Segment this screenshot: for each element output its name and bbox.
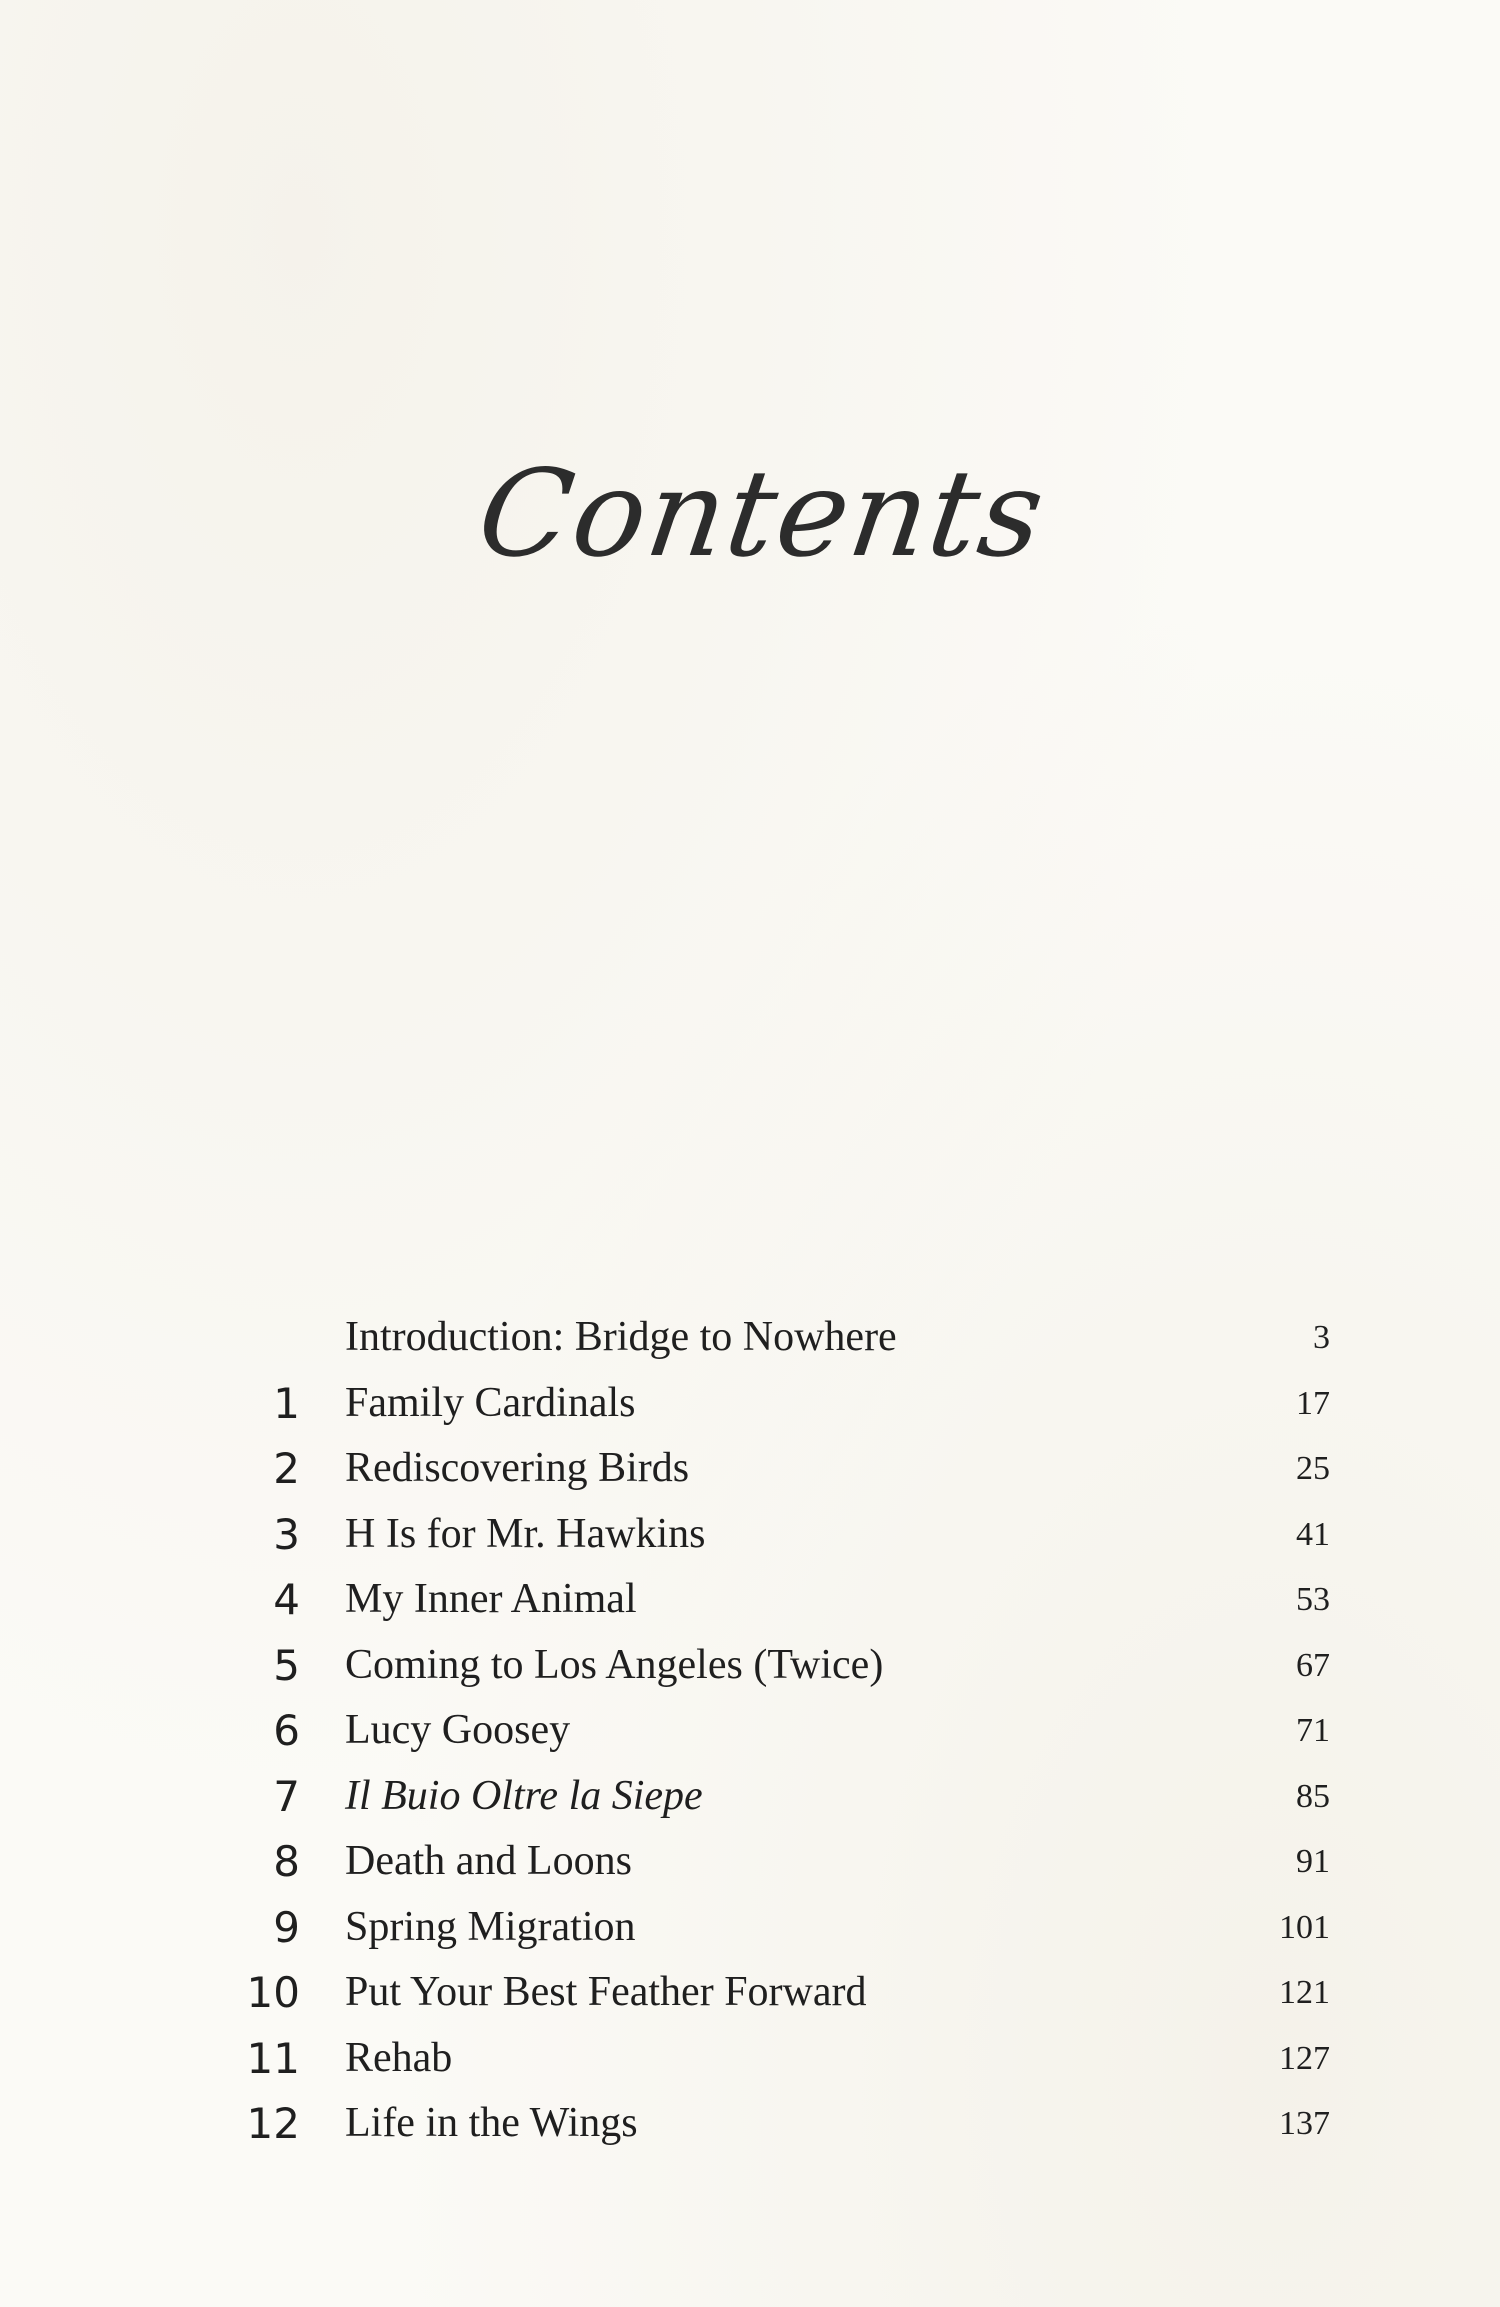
chapter-number: 10 [246, 1968, 300, 2017]
page-number: 71 [1296, 1712, 1330, 1749]
toc-entry [200, 2091, 1330, 2157]
chapter-title: Rehab [345, 2034, 453, 2081]
chapter-title: My Inner Animal [345, 1576, 637, 1622]
chapter-title: H Is for Mr. Hawkins [345, 1510, 706, 1557]
page-number: 127 [1279, 2039, 1330, 2077]
chapter-title: Spring Migration [345, 1903, 636, 1950]
toc-entry [200, 2026, 1330, 2092]
toc-entry [200, 1436, 1330, 1502]
chapter-number: 6 [273, 1706, 300, 1755]
chapter-title: Il Buio Oltre la Siepe [345, 1772, 703, 1819]
page-number: 137 [1279, 2105, 1330, 2142]
chapter-number: 1 [273, 1378, 300, 1428]
chapter-title: Introduction: Bridge to Nowhere [345, 1314, 897, 1360]
toc-entry [200, 1764, 1330, 1830]
page-number: 3 [1313, 1319, 1330, 1356]
toc-entry [200, 1567, 1330, 1633]
toc-entry [200, 1698, 1330, 1764]
page-number: 17 [1296, 1384, 1330, 1422]
page-number: 41 [1296, 1515, 1330, 1553]
page-number: 121 [1279, 1974, 1330, 2011]
chapter-title: Put Your Best Feather Forward [345, 1969, 867, 2015]
chapter-title: Lucy Goosey [345, 1707, 571, 1753]
chapter-title: Coming to Los Angeles (Twice) [345, 1641, 884, 1688]
toc-entry [200, 1895, 1330, 1961]
page-number: 85 [1296, 1777, 1330, 1815]
chapter-title: Death and Loons [345, 1838, 632, 1884]
chapter-number: 8 [273, 1837, 300, 1886]
toc-entry [200, 1371, 1330, 1437]
toc-entry [200, 1829, 1330, 1895]
chapter-number: 9 [273, 1902, 300, 1952]
page-number: 53 [1296, 1581, 1330, 1618]
chapter-title: Life in the Wings [345, 2100, 638, 2146]
page-number: 25 [1296, 1450, 1330, 1487]
page-number: 101 [1279, 1908, 1330, 1946]
chapter-number: 11 [246, 2033, 300, 2083]
chapter-number: 5 [273, 1640, 300, 1690]
chapter-title: Family Cardinals [345, 1379, 636, 1426]
chapter-number: 3 [273, 1509, 300, 1559]
page-number: 67 [1296, 1646, 1330, 1684]
toc-entry [200, 1502, 1330, 1568]
chapter-number: 12 [246, 2099, 300, 2148]
toc-entry [200, 1633, 1330, 1699]
toc-entry [200, 1960, 1330, 2026]
contents-title: Contents [470, 445, 1054, 584]
chapter-title: Rediscovering Birds [345, 1445, 690, 1491]
table-of-contents [200, 1305, 1330, 2157]
chapter-number: 4 [273, 1575, 300, 1624]
contents-heading [470, 440, 1054, 610]
page-number: 91 [1296, 1843, 1330, 1880]
toc-entry [200, 1305, 1330, 1371]
chapter-number: 2 [273, 1444, 300, 1493]
chapter-number: 7 [273, 1771, 300, 1821]
